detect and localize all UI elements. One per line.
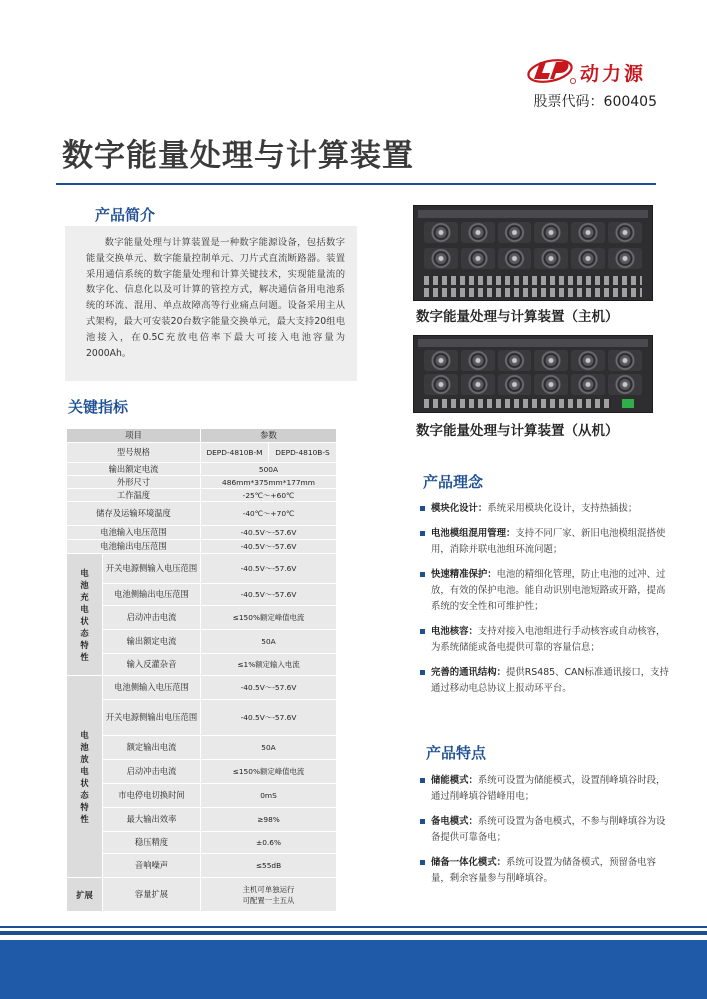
spec-value: ≤1%额定输入电流: [201, 654, 337, 676]
table-row: [67, 476, 337, 489]
spec-value: -40℃～+70℃: [201, 502, 337, 526]
breaker-row: [424, 276, 642, 285]
spec-label: 型号规格: [67, 443, 201, 463]
main-unit-photo: [413, 205, 653, 301]
expand-value-line: 可配置一主五从: [242, 895, 295, 905]
specs-heading: 关键指标: [68, 398, 129, 416]
spec-value: 0mS: [201, 784, 337, 808]
col-param-header: 参数: [201, 429, 337, 443]
fan-icon: [608, 248, 642, 269]
bullet-title: 完善的通讯结构：: [431, 667, 507, 678]
fan-icon: [498, 222, 532, 243]
table-row: [67, 854, 337, 878]
spec-value: -25℃～+60℃: [201, 489, 337, 502]
fan-icon: [461, 374, 495, 395]
fan-icon: [424, 374, 458, 395]
table-row: [67, 736, 337, 760]
table-row: [67, 784, 337, 808]
concept-heading: 产品理念: [423, 473, 484, 491]
spec-label: 音响噪声: [103, 854, 201, 878]
intro-heading: 产品简介: [95, 206, 156, 224]
table-row: [67, 606, 337, 630]
fan-icon: [534, 222, 568, 243]
spec-label: 市电停电切换时间: [103, 784, 201, 808]
fan-icon: [534, 350, 568, 371]
spec-label: 输入反灌杂音: [103, 654, 201, 676]
spec-value: ≤150%额定峰值电流: [201, 606, 337, 630]
spec-value: ≥98%: [201, 808, 337, 832]
spec-label: 启动冲击电流: [103, 760, 201, 784]
bullet-title: 电池模组混用管理：: [431, 528, 516, 539]
rack-top-strip: [418, 210, 648, 218]
fan-icon: [424, 248, 458, 269]
expand-value-line: 主机可单独运行: [242, 884, 295, 894]
table-row: [67, 630, 337, 654]
spec-value: ±0.6%: [201, 832, 337, 854]
spec-label: 外形尺寸: [67, 476, 201, 489]
footer-line: [0, 926, 707, 928]
bullet-title: 储能模式：: [431, 775, 478, 786]
bullet-title: 电池核容：: [431, 626, 478, 637]
bullet-text: 电池的精细化管理，防止电池的过冲、过放，有效的保护电池。能自动识别电池短路或开路，提高系统的安全性和可维护性；: [431, 569, 666, 612]
spec-value: ≤150%额定峰值电流: [201, 760, 337, 784]
table-row: [67, 443, 337, 463]
charge-group-label: [67, 554, 103, 676]
spec-label: 工作温度: [67, 489, 201, 502]
intro-text: 数字能量处理与计算装置是一种数字能源设备，包括数字能量交换单元、数字能量控制单元、刀片式直流断路器。装置采用通信系统的数字能量处理和计算关键技术，实现能量流的数字化、信息化以及可计算的管控方式，解决通信备用电池系统的环流、混用、单点故障高等行业痛点问题。设备采用主从式架构，最大可安装20台数字能量交换单元，最大支持20组电池接入，在0.5C充放电倍率下最大可接入电池容量为2000Ah。: [86, 237, 345, 359]
bullet-title: 模块化设计：: [431, 503, 488, 514]
fan-icon: [608, 350, 642, 371]
concept-list: [420, 501, 670, 706]
list-item: [420, 855, 670, 887]
rack-top-strip: [418, 339, 648, 347]
model-main: DEPD-4810B-M: [201, 443, 269, 463]
spec-label: 启动冲击电流: [103, 606, 201, 630]
table-row: [67, 654, 337, 676]
fan-row-upper: [424, 222, 642, 243]
spec-value: ≤55dB: [201, 854, 337, 878]
fan-icon: [571, 350, 605, 371]
bullet-text: 系统可设置为备电模式，不参与削峰填谷为设备提供可靠备电；: [431, 816, 666, 843]
table-header-row: [67, 429, 337, 443]
spec-label: 容量扩展: [103, 878, 201, 912]
slave-unit-photo: [413, 335, 653, 413]
spec-label: 额定输出电流: [103, 736, 201, 760]
list-item: [420, 665, 670, 697]
spec-value: -40.5V～-57.6V: [201, 676, 337, 700]
status-indicator: [622, 399, 634, 408]
title-divider: [56, 183, 656, 185]
model-slave: DEPD-4810B-S: [269, 443, 337, 463]
expand-group-label: 扩展: [67, 878, 103, 912]
col-item-header: 项目: [67, 429, 201, 443]
spec-label: 输出额定电流: [103, 630, 201, 654]
spec-label: 开关电源侧输出电压范围: [103, 700, 201, 736]
spec-label: 电池侧输入电压范围: [103, 676, 201, 700]
table-row: [67, 808, 337, 832]
table-row: [67, 584, 337, 606]
list-item: [420, 814, 670, 846]
spec-label: 电池输入电压范围: [67, 526, 201, 540]
page-title: 数字能量处理与计算装置: [62, 138, 414, 174]
fan-icon: [461, 350, 495, 371]
stock-code: 股票代码：600405: [533, 94, 657, 110]
footer-line: [0, 931, 707, 935]
fan-icon: [498, 350, 532, 371]
main-unit-caption: 数字能量处理与计算装置（主机）: [416, 309, 619, 325]
bullet-text: 系统可设置为储备模式，预留备电容量，剩余容量参与削峰填谷。: [431, 857, 657, 884]
spec-label: 最大输出效率: [103, 808, 201, 832]
spec-label: 电池侧输出电压范围: [103, 584, 201, 606]
breaker-row: [424, 399, 612, 408]
table-row: [67, 540, 337, 554]
spec-value: 50A: [201, 630, 337, 654]
spec-value: -40.5V～-57.6V: [201, 554, 337, 584]
bullet-title: 备电模式：: [431, 816, 478, 827]
logo-mark-icon: [526, 56, 578, 86]
intro-box: [65, 226, 357, 381]
features-heading: 产品特点: [426, 744, 487, 762]
spec-label: 开关电源侧输入电压范围: [103, 554, 201, 584]
fan-row-upper: [424, 350, 642, 371]
spec-table: [66, 428, 337, 912]
table-row: [67, 526, 337, 540]
breaker-row: [424, 288, 642, 297]
bullet-text: 提供RS485、CAN标准通讯接口，支持通过移动电总协议上报动环平台。: [431, 667, 669, 694]
table-row: [67, 760, 337, 784]
discharge-group-label: [67, 676, 103, 878]
fan-icon: [424, 350, 458, 371]
fan-row-lower: [424, 374, 642, 395]
spec-value: 500A: [201, 463, 337, 476]
fan-icon: [461, 222, 495, 243]
company-logo: [526, 56, 666, 88]
spec-value: -40.5V～-57.6V: [201, 700, 337, 736]
footer-band: [0, 940, 707, 999]
spec-value: [201, 878, 337, 912]
fan-icon: [498, 374, 532, 395]
list-item: [420, 526, 670, 558]
group-label-text: 电池充电状态特性: [80, 567, 89, 662]
fan-icon: [461, 248, 495, 269]
bullet-text: 支持不同厂家、新旧电池模组混搭使用，消除并联电池组环流问题；: [431, 528, 666, 555]
bullet-title: 储备一体化模式：: [431, 857, 507, 868]
fan-icon: [424, 222, 458, 243]
table-row: [67, 502, 337, 526]
table-row: [67, 489, 337, 502]
spec-label: 稳压精度: [103, 832, 201, 854]
slave-unit-caption: 数字能量处理与计算装置（从机）: [416, 423, 619, 439]
spec-value: 50A: [201, 736, 337, 760]
fan-row-lower: [424, 248, 642, 269]
logo-text: 动力源: [580, 63, 647, 85]
list-item: [420, 624, 670, 656]
table-row: [67, 832, 337, 854]
list-item: [420, 501, 670, 517]
fan-icon: [571, 248, 605, 269]
spec-value: -40.5V～-57.6V: [201, 540, 337, 554]
bullet-title: 快速精准保护：: [431, 569, 497, 580]
spec-label: 输出额定电流: [67, 463, 201, 476]
bullet-text: 支持对接入电池组进行手动核容或自动核容，为系统储能或备电提供可靠的容量信息；: [431, 626, 666, 653]
spec-value: 486mm*375mm*177mm: [201, 476, 337, 489]
table-row: [67, 676, 337, 700]
table-row: [67, 463, 337, 476]
fan-icon: [534, 248, 568, 269]
spec-label: 储存及运输环境温度: [67, 502, 201, 526]
list-item: [420, 773, 670, 805]
fan-icon: [608, 222, 642, 243]
fan-icon: [608, 374, 642, 395]
fan-icon: [498, 248, 532, 269]
table-row: [67, 878, 337, 912]
table-row: [67, 554, 337, 584]
group-label-text: 电池放电状态特性: [80, 729, 89, 824]
fan-icon: [571, 374, 605, 395]
fan-icon: [571, 222, 605, 243]
table-row: [67, 700, 337, 736]
list-item: [420, 567, 670, 615]
spec-value: -40.5V～-57.6V: [201, 526, 337, 540]
features-list: [420, 773, 670, 896]
spec-value: -40.5V～-57.6V: [201, 584, 337, 606]
spec-label: 电池输出电压范围: [67, 540, 201, 554]
bullet-text: 系统采用模块化设计，支持热插拔；: [487, 503, 638, 514]
bullet-text: 系统可设置为储能模式，设置削峰填谷时段，通过削峰填谷错峰用电；: [431, 775, 666, 802]
fan-icon: [534, 374, 568, 395]
